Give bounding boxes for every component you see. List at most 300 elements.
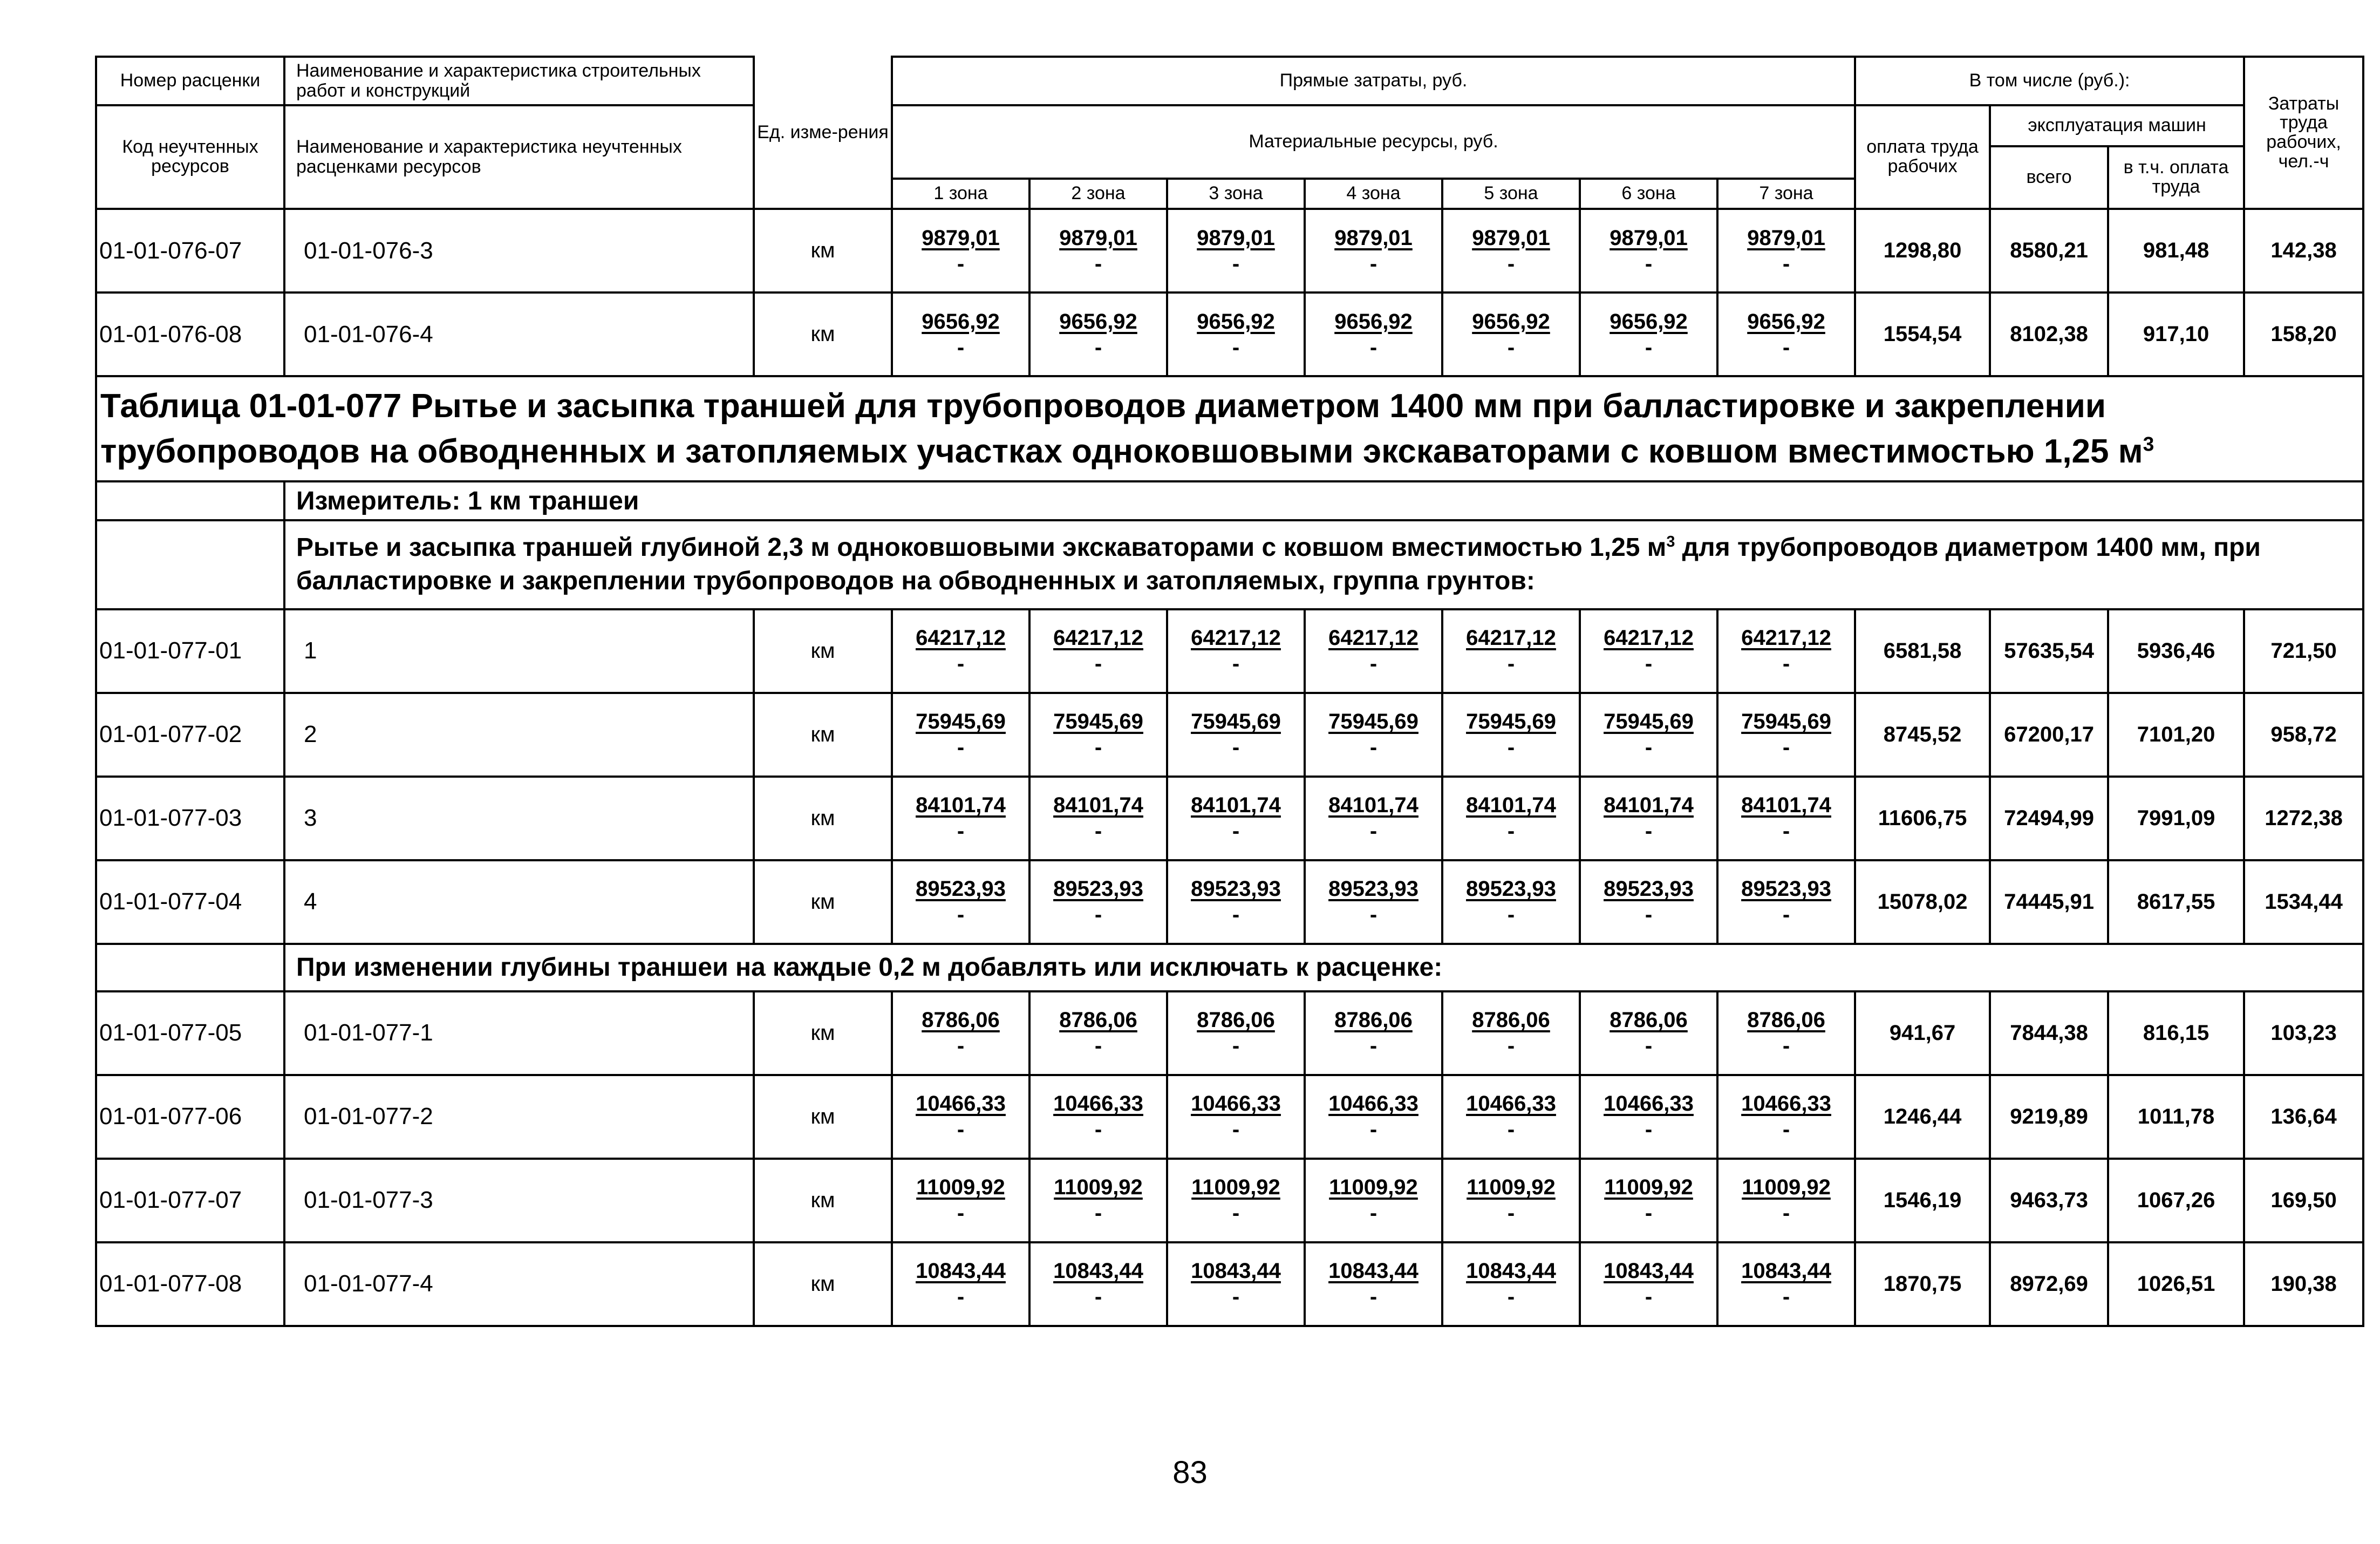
machines-pay-cell: 1067,26 [2108, 1159, 2244, 1242]
rate-name: 01-01-077-3 [284, 1159, 754, 1242]
labor-hours-cell: 721,50 [2244, 609, 2363, 693]
zone-cost-value: 9879,01 [1472, 226, 1550, 250]
zone-cost-value: 10843,44 [1191, 1259, 1281, 1283]
zone-cost-dash: - [1369, 736, 1377, 760]
zone-cost-dash: - [1094, 652, 1102, 676]
rate-code: 01-01-077-04 [96, 860, 284, 944]
zone-cost-cell [1167, 293, 1305, 376]
zone-cost-dash: - [1782, 903, 1790, 927]
unit-cell: км [754, 1075, 892, 1159]
zone-cost-value: 9656,92 [1610, 309, 1688, 334]
labor-pay-cell: 1870,75 [1855, 1242, 1990, 1326]
zone-cost-cell [1029, 609, 1167, 693]
zone-cost-cell [892, 1159, 1029, 1242]
zone-cost-dash: - [1369, 819, 1377, 844]
zone-cost-value: 84101,74 [916, 793, 1006, 818]
zone-cost-value: 8786,06 [922, 1008, 1000, 1032]
zone-cost-dash: - [1094, 251, 1102, 276]
zone-cost-dash: - [1645, 903, 1653, 927]
rate-name: 01-01-076-3 [284, 209, 754, 293]
zone-cost-dash: - [957, 903, 965, 927]
header-machines-pay: в т.ч. оплата труда [2108, 146, 2244, 209]
zone-cost-dash: - [1094, 736, 1102, 760]
work-description-text-end: для трубопроводов диаметром 1400 мм, при балластировке и закреплении трубопроводов на обводненных и затопляемых, группа грунтов: [296, 533, 2261, 596]
machines-total-cell: 8102,38 [1990, 293, 2108, 376]
machines-pay-cell: 7991,09 [2108, 777, 2244, 860]
header-unit: Ед. изме-рения [754, 57, 892, 209]
zone-cost-value: 11009,92 [1604, 1175, 1693, 1200]
zone-cost-cell [1167, 1075, 1305, 1159]
zone-cost-value: 9656,92 [1059, 309, 1137, 334]
zone-cost-dash: - [957, 1285, 965, 1309]
header-zone-5: 5 зона [1442, 179, 1580, 209]
header-code-bottom: Код неучтенных ресурсов [96, 105, 284, 209]
zone-cost-value: 84101,74 [1741, 793, 1831, 818]
table-title [96, 376, 2363, 481]
zone-cost-cell [892, 209, 1029, 293]
zone-cost-cell [1029, 1075, 1167, 1159]
zone-cost-cell [1029, 860, 1167, 944]
rate-name: 4 [284, 860, 754, 944]
empty-code-cell [96, 944, 284, 991]
zone-cost-dash: - [1094, 335, 1102, 359]
machines-pay-cell: 981,48 [2108, 209, 2244, 293]
zone-cost-value: 10466,33 [1741, 1092, 1831, 1116]
zone-cost-cell [1717, 693, 1855, 777]
labor-hours-cell: 169,50 [2244, 1159, 2363, 1242]
zone-cost-value: 64217,12 [1328, 626, 1419, 650]
labor-hours-cell: 958,72 [2244, 693, 2363, 777]
work-description-superscript: 3 [1666, 533, 1675, 550]
table-row [96, 293, 2363, 376]
zone-cost-dash: - [957, 1034, 965, 1058]
zone-cost-cell [1580, 1242, 1717, 1326]
zone-cost-dash: - [1232, 736, 1240, 760]
zone-cost-cell [1029, 293, 1167, 376]
zone-cost-dash: - [1369, 335, 1377, 359]
zone-cost-dash: - [1782, 1118, 1790, 1142]
zone-cost-cell [892, 991, 1029, 1075]
zone-cost-dash: - [1645, 652, 1653, 676]
labor-hours-cell: 103,23 [2244, 991, 2363, 1075]
header-zone-3: 3 зона [1167, 179, 1305, 209]
zone-cost-value: 84101,74 [1466, 793, 1556, 818]
zone-cost-value: 10466,33 [1604, 1092, 1694, 1116]
zone-cost-dash: - [1232, 251, 1240, 276]
table-row [96, 609, 2363, 693]
zone-cost-dash: - [1094, 1034, 1102, 1058]
zone-cost-dash: - [1782, 251, 1790, 276]
machines-pay-cell: 8617,55 [2108, 860, 2244, 944]
zone-cost-value: 8786,06 [1059, 1008, 1137, 1032]
zone-cost-value: 10843,44 [1741, 1259, 1831, 1283]
machines-total-cell: 57635,54 [1990, 609, 2108, 693]
zone-cost-cell [892, 860, 1029, 944]
table-row [96, 1242, 2363, 1326]
zone-cost-value: 89523,93 [1604, 877, 1694, 901]
machines-total-cell: 8972,69 [1990, 1242, 2108, 1326]
zone-cost-cell [892, 1075, 1029, 1159]
zone-cost-cell [1305, 609, 1442, 693]
labor-pay-cell: 941,67 [1855, 991, 1990, 1075]
depth-adjustment-note: При изменении глубины траншеи на каждые 0,2 м добавлять или исключать к расценке: [284, 944, 2363, 991]
zone-cost-cell [1167, 991, 1305, 1075]
zone-cost-dash: - [957, 1118, 965, 1142]
zone-cost-cell [1029, 693, 1167, 777]
table-title-superscript: 3 [2143, 432, 2154, 455]
zone-cost-cell [1717, 1075, 1855, 1159]
zone-cost-dash: - [1645, 819, 1653, 844]
zone-cost-dash: - [1645, 1201, 1653, 1226]
zone-cost-value: 64217,12 [1466, 626, 1556, 650]
zone-cost-cell [1442, 1159, 1580, 1242]
machines-total-cell: 8580,21 [1990, 209, 2108, 293]
zone-cost-value: 11009,92 [1742, 1175, 1831, 1200]
zone-cost-dash: - [1782, 819, 1790, 844]
zone-cost-value: 8786,06 [1610, 1008, 1688, 1032]
table-title-text: Таблица 01-01-077 Рытье и засыпка траншей для трубопроводов диаметром 1400 мм при балластировке и закреплении трубопроводов на обводненных и затопляемых участках одноковшовыми экскаваторами с ковшом вместимостью 1,25 м [100, 387, 2143, 470]
zone-cost-value: 75945,69 [916, 710, 1006, 734]
zone-cost-cell [1580, 991, 1717, 1075]
zone-cost-value: 8786,06 [1197, 1008, 1275, 1032]
rate-code: 01-01-077-07 [96, 1159, 284, 1242]
zone-cost-value: 75945,69 [1604, 710, 1694, 734]
header-labor-cost: Затраты труда рабочих, чел.-ч [2244, 57, 2363, 209]
work-description [284, 520, 2363, 609]
zone-cost-dash: - [1232, 1034, 1240, 1058]
unit-cell: км [754, 293, 892, 376]
zone-cost-cell [1580, 209, 1717, 293]
zone-cost-value: 84101,74 [1604, 793, 1694, 818]
zone-cost-dash: - [1369, 251, 1377, 276]
rate-code: 01-01-077-03 [96, 777, 284, 860]
zone-cost-cell [1442, 293, 1580, 376]
zone-cost-cell [1029, 1159, 1167, 1242]
zone-cost-cell [1580, 293, 1717, 376]
header-code-top: Номер расценки [96, 57, 284, 105]
zone-cost-value: 9879,01 [1747, 226, 1825, 250]
zone-cost-dash: - [1507, 652, 1515, 676]
zone-cost-value: 10466,33 [1328, 1092, 1419, 1116]
zone-cost-cell [1167, 693, 1305, 777]
zone-cost-value: 89523,93 [916, 877, 1006, 901]
zone-cost-dash: - [1645, 251, 1653, 276]
rate-name: 01-01-077-1 [284, 991, 754, 1075]
zone-cost-cell [1442, 1075, 1580, 1159]
rate-name: 1 [284, 609, 754, 693]
zone-cost-dash: - [957, 736, 965, 760]
zone-cost-cell [1305, 991, 1442, 1075]
machines-pay-cell: 816,15 [2108, 991, 2244, 1075]
rate-name: 01-01-076-4 [284, 293, 754, 376]
zone-cost-cell [1442, 209, 1580, 293]
zone-cost-dash: - [957, 652, 965, 676]
labor-hours-cell: 136,64 [2244, 1075, 2363, 1159]
unit-cell: км [754, 991, 892, 1075]
unit-cell: км [754, 609, 892, 693]
zone-cost-cell [1442, 991, 1580, 1075]
zone-cost-dash: - [1645, 736, 1653, 760]
table-row [96, 693, 2363, 777]
machines-total-cell: 72494,99 [1990, 777, 2108, 860]
zone-cost-cell [1717, 293, 1855, 376]
zone-cost-cell [1167, 860, 1305, 944]
zone-cost-cell [892, 293, 1029, 376]
zone-cost-value: 10843,44 [1604, 1259, 1694, 1283]
zone-cost-dash: - [1782, 1201, 1790, 1226]
header-zone-1: 1 зона [892, 179, 1029, 209]
header-machines-total: всего [1990, 146, 2108, 209]
zone-cost-cell [1580, 777, 1717, 860]
zone-cost-dash: - [1094, 1118, 1102, 1142]
machines-pay-cell: 5936,46 [2108, 609, 2244, 693]
table-row [96, 777, 2363, 860]
work-description-text: Рытье и засыпка траншей глубиной 2,3 м одноковшовыми экскаваторами с ковшом вместимостью 1,25 м [296, 533, 1667, 562]
zone-cost-value: 9879,01 [1334, 226, 1413, 250]
zone-cost-value: 64217,12 [1604, 626, 1694, 650]
zone-cost-dash: - [1094, 1285, 1102, 1309]
zone-cost-dash: - [1369, 1034, 1377, 1058]
zone-cost-value: 64217,12 [916, 626, 1006, 650]
zone-cost-cell [892, 1242, 1029, 1326]
header-name-bottom: Наименование и характеристика неучтенных расценками ресурсов [284, 105, 754, 209]
header-machine-ops: эксплуатация машин [1990, 105, 2244, 146]
zone-cost-dash: - [1094, 819, 1102, 844]
zone-cost-cell [1442, 609, 1580, 693]
rate-code: 01-01-077-08 [96, 1242, 284, 1326]
labor-hours-cell: 1534,44 [2244, 860, 2363, 944]
table-row [96, 209, 2363, 293]
zone-cost-value: 10843,44 [1328, 1259, 1419, 1283]
zone-cost-cell [1442, 693, 1580, 777]
labor-hours-cell: 158,20 [2244, 293, 2363, 376]
labor-pay-cell: 1554,54 [1855, 293, 1990, 376]
zone-cost-value: 89523,93 [1466, 877, 1556, 901]
rate-code: 01-01-077-01 [96, 609, 284, 693]
machines-pay-cell: 917,10 [2108, 293, 2244, 376]
zone-cost-dash: - [1094, 903, 1102, 927]
header-labor-pay: оплата труда рабочих [1855, 105, 1990, 209]
zone-cost-dash: - [1232, 652, 1240, 676]
labor-hours-cell: 190,38 [2244, 1242, 2363, 1326]
zone-cost-value: 10466,33 [1191, 1092, 1281, 1116]
zone-cost-dash: - [1369, 903, 1377, 927]
zone-cost-cell [1305, 693, 1442, 777]
zone-cost-dash: - [1645, 1034, 1653, 1058]
zone-cost-dash: - [1507, 736, 1515, 760]
rate-name: 2 [284, 693, 754, 777]
zone-cost-value: 10843,44 [1053, 1259, 1143, 1283]
zone-cost-dash: - [1232, 1118, 1240, 1142]
zone-cost-dash: - [1782, 652, 1790, 676]
price-table [95, 56, 2364, 1327]
zone-cost-cell [1167, 1242, 1305, 1326]
zone-cost-dash: - [1507, 1034, 1515, 1058]
zone-cost-value: 11009,92 [1191, 1175, 1280, 1200]
zone-cost-value: 9879,01 [1610, 226, 1688, 250]
zone-cost-value: 9879,01 [922, 226, 1000, 250]
machines-pay-cell: 1026,51 [2108, 1242, 2244, 1326]
empty-code-cell [96, 520, 284, 609]
labor-pay-cell: 11606,75 [1855, 777, 1990, 860]
machines-total-cell: 67200,17 [1990, 693, 2108, 777]
labor-pay-cell: 1246,44 [1855, 1075, 1990, 1159]
rate-code: 01-01-077-06 [96, 1075, 284, 1159]
zone-cost-cell [1717, 1159, 1855, 1242]
zone-cost-cell [1717, 860, 1855, 944]
table-row [96, 1159, 2363, 1242]
machines-total-cell: 9219,89 [1990, 1075, 2108, 1159]
zone-cost-value: 8786,06 [1747, 1008, 1825, 1032]
header-including: В том числе (руб.): [1855, 57, 2244, 105]
zone-cost-cell [892, 609, 1029, 693]
table-row [96, 860, 2363, 944]
zone-cost-dash: - [1232, 335, 1240, 359]
machines-total-cell: 9463,73 [1990, 1159, 2108, 1242]
zone-cost-value: 75945,69 [1466, 710, 1556, 734]
zone-cost-value: 64217,12 [1053, 626, 1143, 650]
zone-cost-value: 89523,93 [1053, 877, 1143, 901]
unit-cell: км [754, 693, 892, 777]
zone-cost-dash: - [1782, 1285, 1790, 1309]
labor-hours-cell: 1272,38 [2244, 777, 2363, 860]
zone-cost-cell [1717, 209, 1855, 293]
zone-cost-cell [1305, 293, 1442, 376]
zone-cost-cell [892, 777, 1029, 860]
zone-cost-cell [1580, 1075, 1717, 1159]
zone-cost-value: 89523,93 [1328, 877, 1419, 901]
unit-cell: км [754, 1242, 892, 1326]
zone-cost-value: 11009,92 [1329, 1175, 1418, 1200]
zone-cost-dash: - [1232, 1285, 1240, 1309]
labor-pay-cell: 1298,80 [1855, 209, 1990, 293]
zone-cost-value: 10466,33 [916, 1092, 1006, 1116]
labor-hours-cell: 142,38 [2244, 209, 2363, 293]
header-name-top: Наименование и характеристика строительных работ и конструкций [284, 57, 754, 105]
zone-cost-dash: - [1232, 819, 1240, 844]
zone-cost-value: 9879,01 [1197, 226, 1275, 250]
zone-cost-value: 10466,33 [1053, 1092, 1143, 1116]
labor-pay-cell: 8745,52 [1855, 693, 1990, 777]
zone-cost-dash: - [1507, 819, 1515, 844]
table-row [96, 1075, 2363, 1159]
zone-cost-dash: - [1507, 251, 1515, 276]
zone-cost-value: 9656,92 [1197, 309, 1275, 334]
zone-cost-value: 9879,01 [1059, 226, 1137, 250]
zone-cost-cell [1029, 777, 1167, 860]
unit-cell: км [754, 777, 892, 860]
rate-code: 01-01-076-07 [96, 209, 284, 293]
zone-cost-dash: - [957, 1201, 965, 1226]
zone-cost-value: 11009,92 [916, 1175, 1005, 1200]
rate-name: 3 [284, 777, 754, 860]
unit-cell: км [754, 860, 892, 944]
zone-cost-cell [1167, 1159, 1305, 1242]
rate-code: 01-01-076-08 [96, 293, 284, 376]
zone-cost-cell [1305, 209, 1442, 293]
zone-cost-dash: - [1645, 335, 1653, 359]
zone-cost-cell [1580, 860, 1717, 944]
machines-pay-cell: 7101,20 [2108, 693, 2244, 777]
zone-cost-value: 89523,93 [1741, 877, 1831, 901]
zone-cost-value: 11009,92 [1054, 1175, 1143, 1200]
rate-name: 01-01-077-4 [284, 1242, 754, 1326]
zone-cost-cell [1305, 1242, 1442, 1326]
zone-cost-value: 8786,06 [1334, 1008, 1413, 1032]
zone-cost-cell [1442, 860, 1580, 944]
zone-cost-dash: - [1369, 1118, 1377, 1142]
zone-cost-value: 84101,74 [1053, 793, 1143, 818]
rate-name: 01-01-077-2 [284, 1075, 754, 1159]
zone-cost-cell [892, 693, 1029, 777]
zone-cost-cell [1029, 1242, 1167, 1326]
rate-code: 01-01-077-05 [96, 991, 284, 1075]
labor-pay-cell: 1546,19 [1855, 1159, 1990, 1242]
zone-cost-dash: - [1369, 1201, 1377, 1226]
page-number: 83 [1172, 1455, 1208, 1490]
zone-cost-dash: - [1507, 903, 1515, 927]
rate-code: 01-01-077-02 [96, 693, 284, 777]
labor-pay-cell: 6581,58 [1855, 609, 1990, 693]
empty-code-cell [96, 481, 284, 520]
zone-cost-value: 89523,93 [1191, 877, 1281, 901]
zone-cost-cell [1580, 693, 1717, 777]
zone-cost-dash: - [1782, 335, 1790, 359]
machines-total-cell: 7844,38 [1990, 991, 2108, 1075]
zone-cost-value: 9656,92 [1472, 309, 1550, 334]
zone-cost-dash: - [1369, 652, 1377, 676]
zone-cost-value: 10466,33 [1466, 1092, 1556, 1116]
zone-cost-cell [1029, 209, 1167, 293]
zone-cost-dash: - [957, 819, 965, 844]
zone-cost-cell [1717, 991, 1855, 1075]
zone-cost-dash: - [1369, 1285, 1377, 1309]
zone-cost-dash: - [957, 251, 965, 276]
zone-cost-cell [1717, 777, 1855, 860]
zone-cost-cell [1305, 1075, 1442, 1159]
unit-cell: км [754, 1159, 892, 1242]
zone-cost-cell [1580, 1159, 1717, 1242]
zone-cost-cell [1305, 860, 1442, 944]
zone-cost-dash: - [1232, 1201, 1240, 1226]
zone-cost-cell [1442, 1242, 1580, 1326]
zone-cost-value: 10843,44 [916, 1259, 1006, 1283]
machines-total-cell: 74445,91 [1990, 860, 2108, 944]
zone-cost-dash: - [1094, 1201, 1102, 1226]
zone-cost-dash: - [1507, 335, 1515, 359]
zone-cost-dash: - [1507, 1201, 1515, 1226]
zone-cost-value: 75945,69 [1191, 710, 1281, 734]
zone-cost-value: 75945,69 [1328, 710, 1419, 734]
table-row [96, 991, 2363, 1075]
zone-cost-cell [1305, 777, 1442, 860]
zone-cost-dash: - [1782, 1034, 1790, 1058]
zone-cost-value: 64217,12 [1741, 626, 1831, 650]
header-zone-4: 4 зона [1305, 179, 1442, 209]
zone-cost-value: 8786,06 [1472, 1008, 1550, 1032]
zone-cost-dash: - [1507, 1285, 1515, 1309]
zone-cost-dash: - [1645, 1285, 1653, 1309]
zone-cost-dash: - [1645, 1118, 1653, 1142]
zone-cost-value: 64217,12 [1191, 626, 1281, 650]
header-zone-7: 7 зона [1717, 179, 1855, 209]
zone-cost-value: 84101,74 [1191, 793, 1281, 818]
zone-cost-value: 11009,92 [1467, 1175, 1556, 1200]
measure-unit: Измеритель: 1 км траншеи [284, 481, 2363, 520]
header-zone-6: 6 зона [1580, 179, 1717, 209]
zone-cost-cell [1717, 609, 1855, 693]
zone-cost-cell [1167, 609, 1305, 693]
